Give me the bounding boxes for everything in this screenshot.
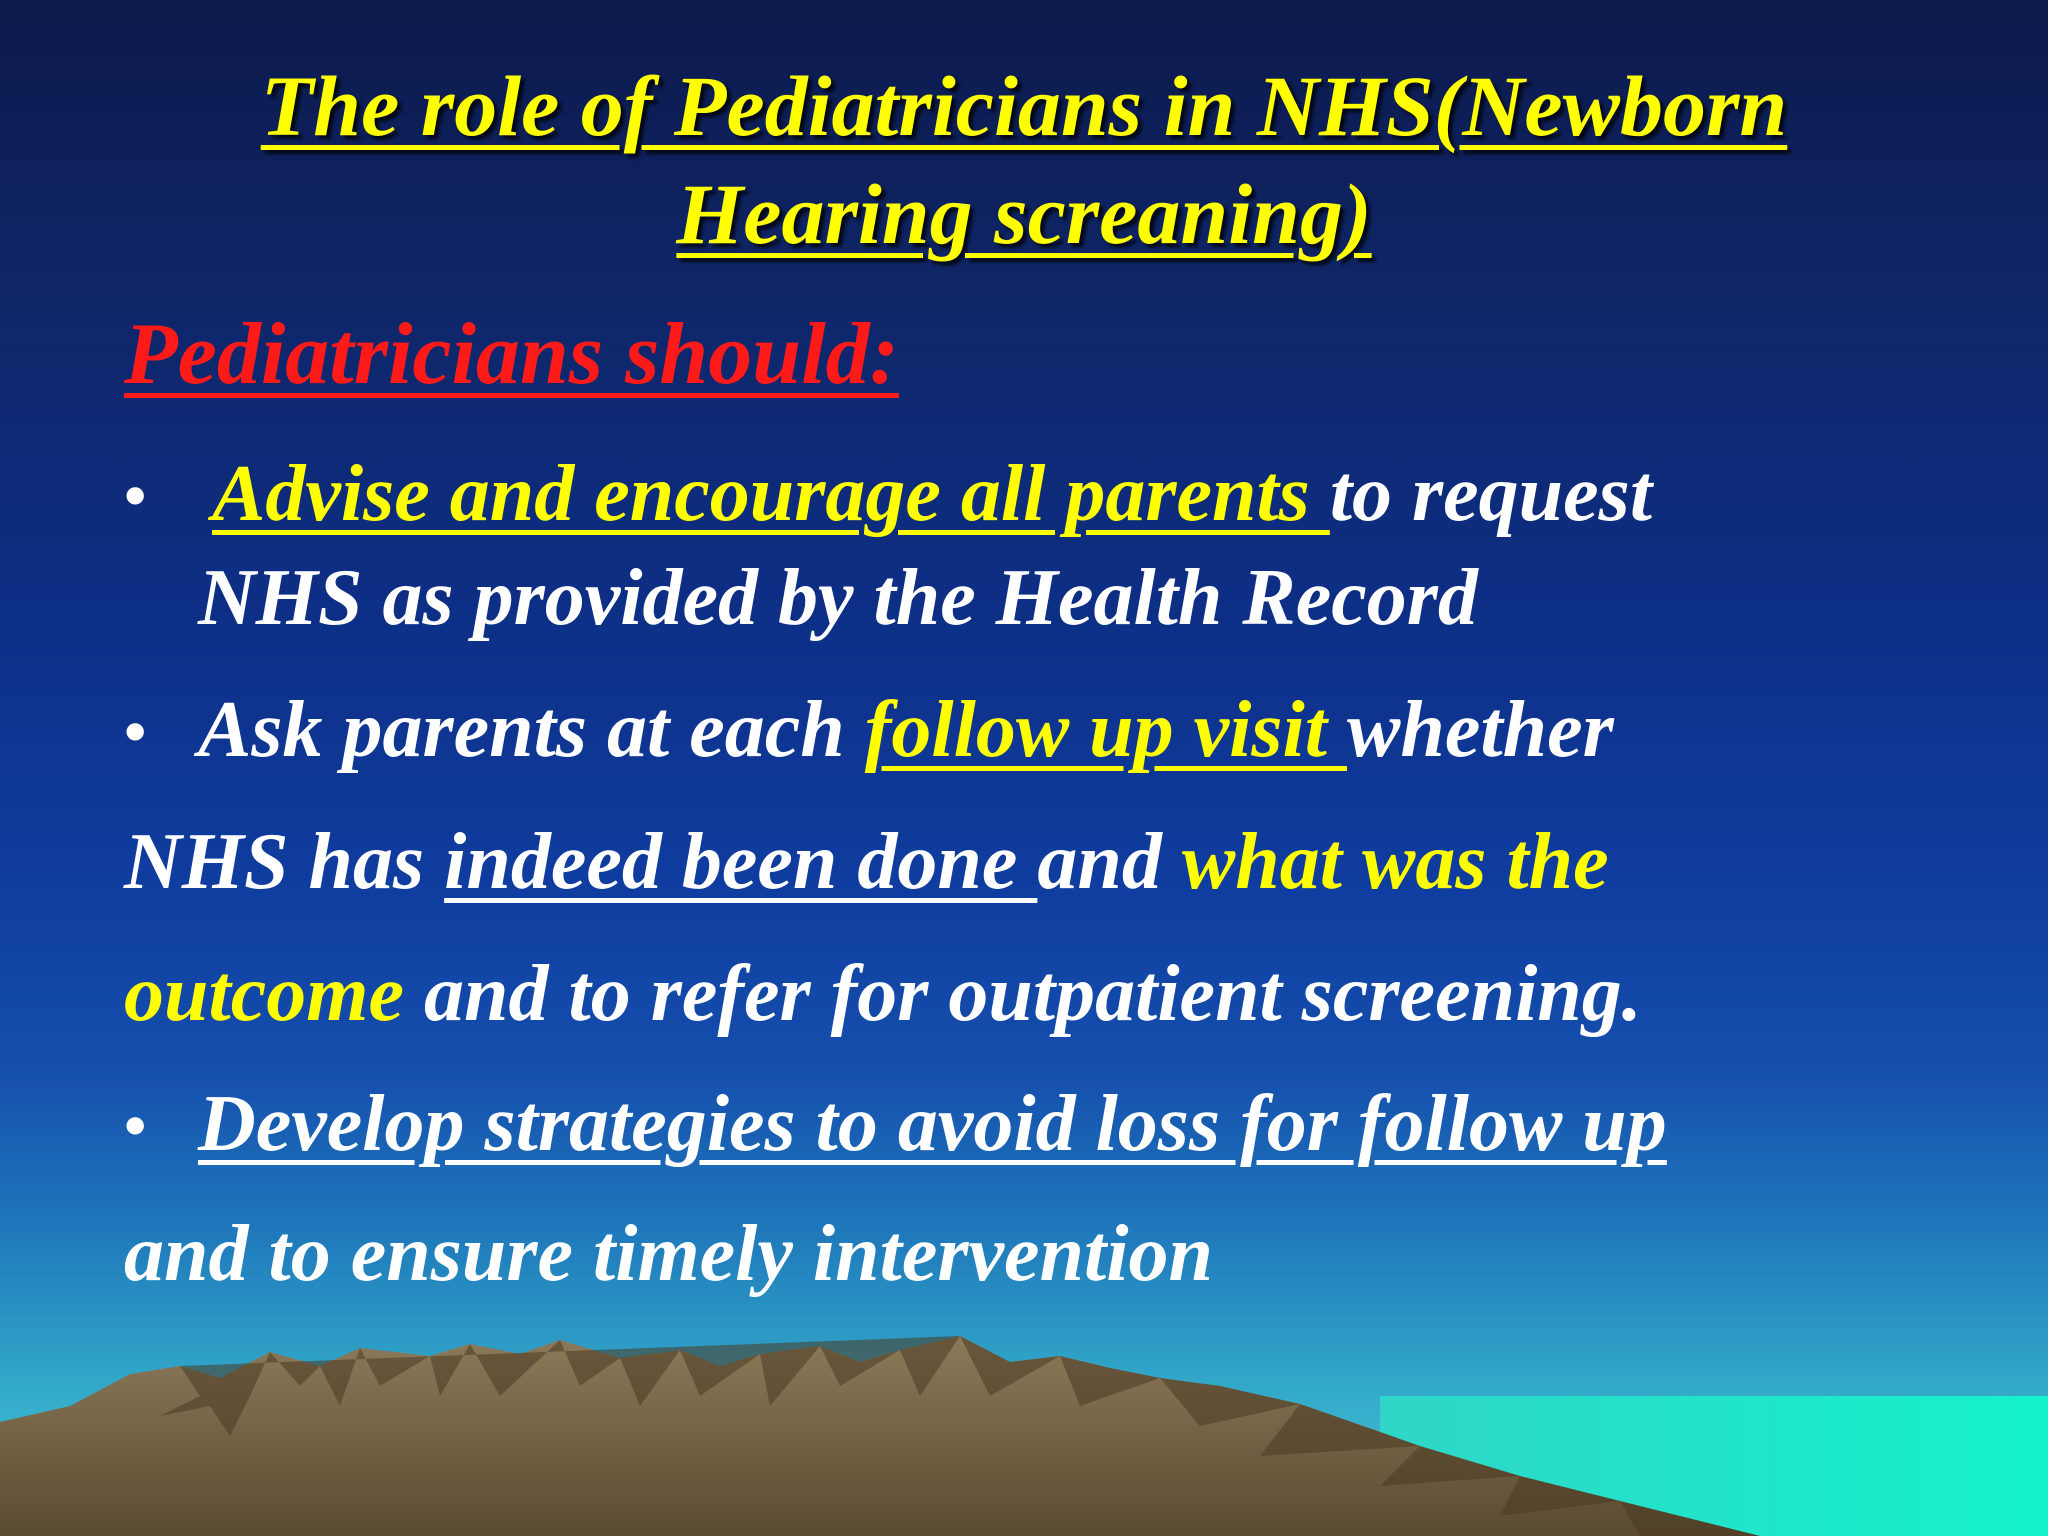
bullet-1-line-2: NHS as provided by the Health Record xyxy=(198,554,1478,642)
bullet-2-text-start: Ask parents at each xyxy=(198,686,865,774)
section-heading: Pediatricians should: xyxy=(124,306,899,403)
bullet-3-underlined: Develop strategies to avoid loss for follow up xyxy=(198,1080,1667,1168)
bullet-1-highlight: Advise and encourage all parents xyxy=(212,450,1330,538)
bullet-marker-1: • xyxy=(124,460,147,531)
bullet-2-line-3 xyxy=(124,946,1642,1042)
bullet-1-text: to request xyxy=(1329,450,1653,538)
bullet-1-line-1 xyxy=(198,446,1652,542)
mountains-illustration xyxy=(0,1326,2048,1536)
title-line-2: Hearing screaning) xyxy=(676,166,1372,262)
bullet-2-line-2 xyxy=(124,814,1609,910)
bullet-2-line-2-mid: and xyxy=(1037,818,1182,906)
bullet-2-text-end: whether xyxy=(1346,686,1614,774)
bullet-2-line-1 xyxy=(198,682,1614,778)
bullet-marker-3: • xyxy=(124,1090,147,1161)
bullet-2-line-2-start: NHS has xyxy=(124,818,445,906)
bullet-3-line-2: and to ensure timely intervention xyxy=(124,1210,1213,1298)
bullet-2-underlined: indeed been done xyxy=(444,818,1038,906)
title-line-1: The role of Pediatricians in NHS(Newborn xyxy=(260,58,1788,154)
bullet-2-line-3-highlight: outcome xyxy=(124,950,404,1038)
bullet-2-line-3-text: and to refer for outpatient screening. xyxy=(403,950,1642,1038)
bullet-2-line-2-highlight: what was the xyxy=(1181,818,1609,906)
bullet-marker-2: • xyxy=(124,696,147,767)
bullet-3-line-1 xyxy=(198,1076,1667,1172)
slide-title xyxy=(0,52,2048,268)
bullet-2-highlight: follow up visit xyxy=(864,686,1347,774)
